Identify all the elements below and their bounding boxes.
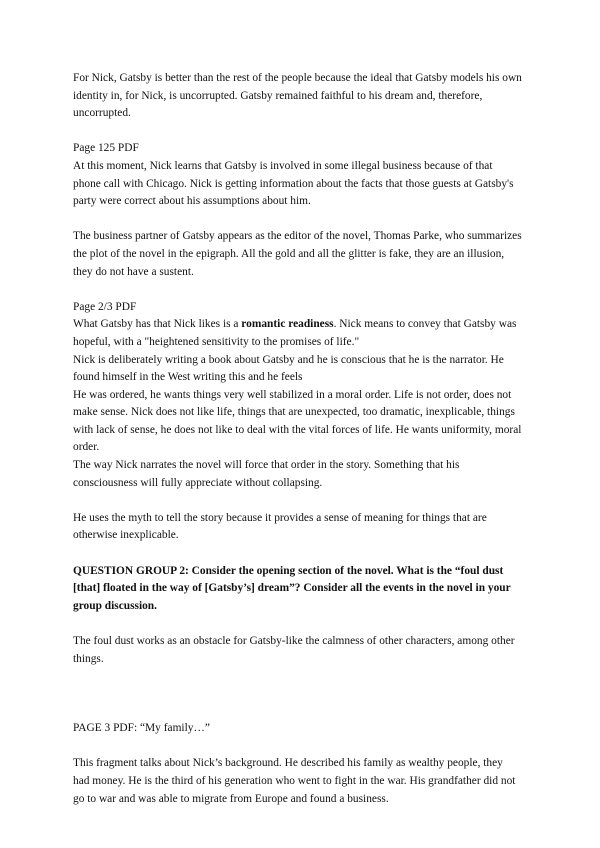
paragraph-narration-order: The way Nick narrates the novel will force that order in the story. Something that his consciousness will fully appreciate without collapsing. [73,459,460,489]
paragraph-gatsby-uncorrupted: For Nick, Gatsby is better than the rest of the people because the ideal that Gatsby models his own identity in, for Nick, is uncorrupted. Gatsby remained faithful to his dream and, therefore, uncorrupted. [73,72,522,120]
heading-page-2-3: Page 2/3 PDF [73,300,137,313]
text-run: What Gatsby has that Nick likes is a [73,318,242,331]
paragraph-moral-order: He was ordered, he wants things very well stabilized in a moral order. Life is not order, does not make sense. Nick does not like life, things that are unexpected, too dramatic, inexplicable, things with lack of sense, he does not like to deal with the vital forces of life. He wants uniformity, moral order. [73,388,522,454]
paragraph-romantic-readiness [73,316,522,351]
bold-term: romantic readiness [241,318,334,331]
heading-page-3: PAGE 3 PDF: “My family…” [73,722,210,735]
question-group-2: QUESTION GROUP 2: Consider the opening section of the novel. What is the “foul dust [that] floated in the way of [Gatsby’s] dream”? Consider all the events in the novel in your group discussion. [73,564,511,612]
paragraph-foul-dust: The foul dust works as an obstacle for Gatsby-like the calmness of other characters, among other things. [73,635,515,665]
paragraph-business-partner: The business partner of Gatsby appears as the editor of the novel, Thomas Parke, who summarizes the plot of the novel in the epigraph. All the gold and all the glitter is fake, they are an illusion, they do not have a sustent. [73,230,522,278]
paragraph-nick-background: This fragment talks about Nick’s background. He described his family as wealthy people, they had money. He is the third of his generation who went to fight in the war. His grandfather did not go to war and was able to migrate from Europe and found a business. [73,757,516,805]
text-run: . Nick means to convey that Gatsby was hopeful, with a "heightened sensitivity to the promises of life." [73,318,517,348]
paragraph-illegal-business: At this moment, Nick learns that Gatsby is involved in some illegal business because of that phone call with Chicago. Nick is getting information about the facts that those guests at Gatsby's party were correct about his assumptions about him. [73,159,514,208]
paragraph-narrator: Nick is deliberately writing a book about Gatsby and he is conscious that he is the narrator. He found himself in the West writing this and he feels [73,353,504,384]
paragraph-myth: He uses the myth to tell the story because it provides a sense of meaning for things that are otherwise inexplicable. [73,511,487,542]
heading-page-125: Page 125 PDF [73,142,139,155]
